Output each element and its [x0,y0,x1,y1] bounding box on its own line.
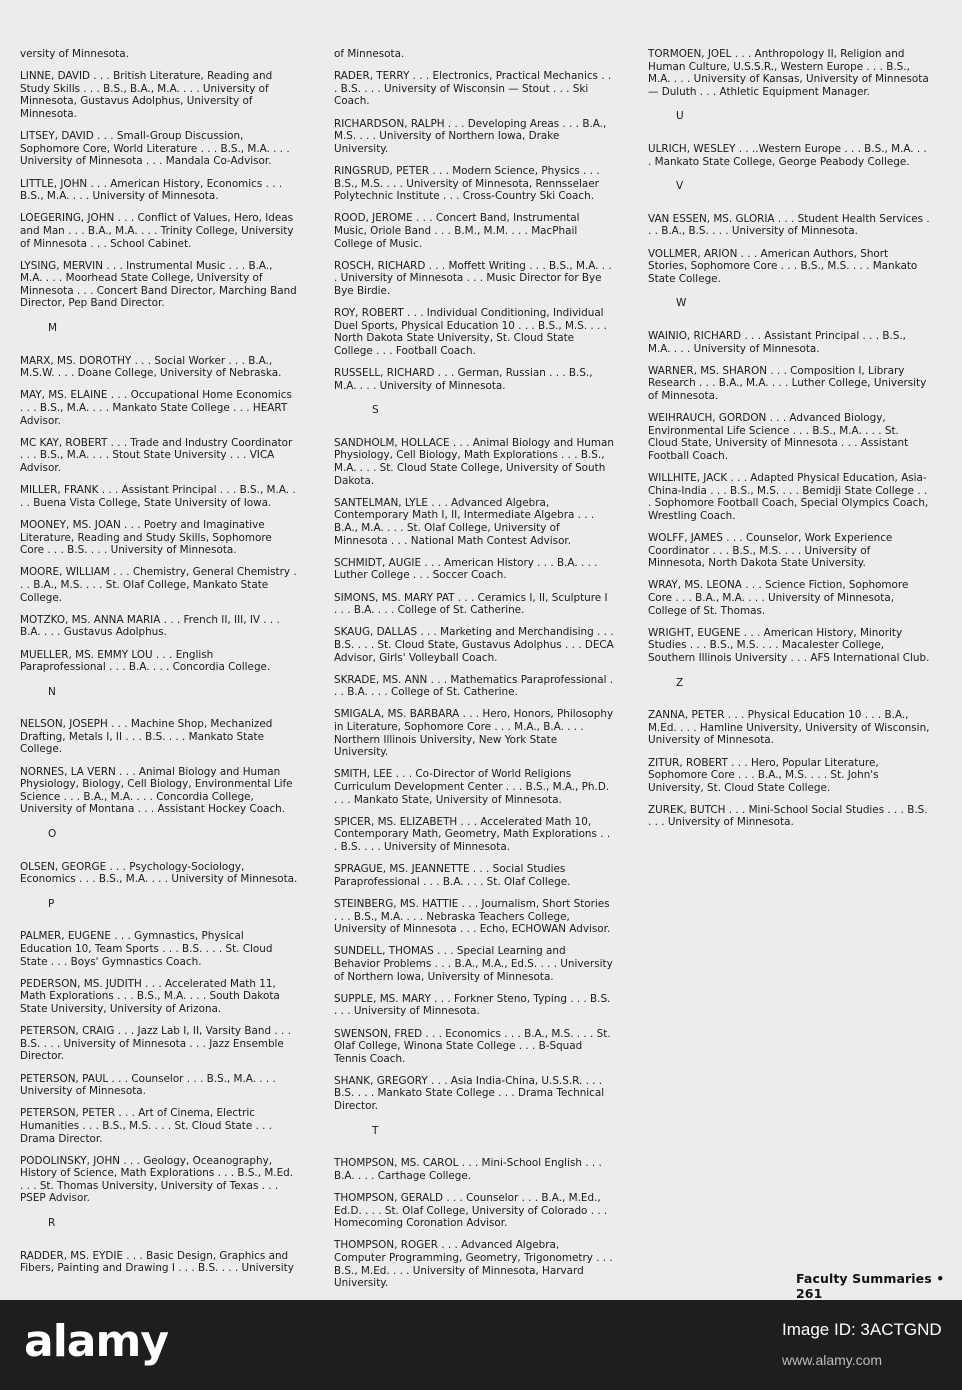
faculty-entry: RADDER, MS. EYDIE . . . Basic Design, Graphics and Fibers, Painting and Drawing I . . . B.S. . . . University [20,1249,294,1275]
faculty-entry: PETERSON, CRAIG . . . Jazz Lab I, II, Varsity Band . . . B.S. . . . University of Minnesota . . . Jazz Ensemble Director. [20,1025,291,1063]
image-id-label: Image ID: 3ACTGND [782,1320,942,1339]
faculty-entry: LOEGERING, JOHN . . . Conflict of Values, Hero, Ideas and Man . . . B.A., M.A. . . . Trinity College, University of Minnesota . . . School Cabinet. [20,212,294,250]
faculty-entry: LITTLE, JOHN . . . American History, Economics . . . B.S., M.A. . . . University of Minnesota. [20,177,283,203]
faculty-entry: SPRAGUE, MS. JEANNETTE . . . Social Studies Paraprofessional . . . B.A. . . . St. Olaf College. [334,863,571,888]
faculty-entry: SHANK, GREGORY . . . Asia India-China, U.S.S.R. . . . B.S. . . . Mankato State College . . . Drama Technical Director. [334,1074,605,1113]
faculty-entry: WEIHRAUCH, GORDON . . . Advanced Biology, Environmental Life Science . . . B.S., M.A. . . . St. Cloud State, University of Minnesota . . . Assistant Football Coach. [648,412,909,462]
faculty-entry: PALMER, EUGENE . . . Gymnastics, Physical Education 10, Team Sports . . . B.S. . . . St. Cloud State . . . Boys' Gymnastics Coach. [20,930,273,968]
section-letter: Z [676,676,684,689]
faculty-entry: MOTZKO, MS. ANNA MARIA . . . French II, III, IV . . . B.A. . . . Gustavus Adolphus. [20,613,280,639]
faculty-entry: WARNER, MS. SHARON . . . Composition I, Library Research . . . B.A., M.A. . . . Luther College, University of Minnesota. [648,364,927,402]
faculty-entry: LINNE, DAVID . . . British Literature, Reading and Study Skills . . . B.S., B.A., M.A. . . . University of Minnesota, Gustavus Adolphus, University of Minnesota. [20,70,273,120]
faculty-entry: MARX, MS. DOROTHY . . . Social Worker . . . B.A., M.S.W. . . . Doane College, University of Nebraska. [20,354,282,380]
faculty-entry: SANTELMAN, LYLE . . . Advanced Algebra, Contemporary Math I, II, Intermediate Algebra . . . B.A., M.A. . . . St. Olaf College, University of Minnesota . . . National Math Contest Advisor. [334,496,595,547]
column-3 [648,48,930,839]
faculty-entry: TORMOEN, JOEL . . . Anthropology II, Religion and Human Culture, U.S.S.R., Western Europe . . . B.S., M.A. . . . University of Kansas, University of Minnesota — Duluth . . . Athletic Equipment Manager. [648,48,929,98]
stock-watermark-bar [0,1300,962,1390]
faculty-entry: MILLER, FRANK . . . Assistant Principal . . . B.S., M.A. . . . Buena Vista College, State University of Iowa. [20,484,296,509]
section-letter: S [372,404,379,417]
faculty-entry: RINGSRUD, PETER . . . Modern Science, Physics . . . B.S., M.S. . . . University of Minnesota, Rennsselaer Polytechnic Institute . . . Cross-Country Ski Coach. [334,164,600,203]
faculty-entry: ROOD, JEROME . . . Concert Band, Instrumental Music, Oriole Band . . . B.M., M.M. . . . MacPhail College of Music. [334,212,580,250]
faculty-entry: ZITUR, ROBERT . . . Hero, Popular Literature, Sophomore Core . . . B.A., M.S. . . . St. John's University, St. Cloud State College. [648,756,879,794]
faculty-entry: THOMPSON, GERALD . . . Counselor . . . B.A., M.Ed., Ed.D. . . . St. Olaf College, University of Colorado . . . Homecoming Coronation Advisor. [334,1192,608,1230]
faculty-entry: SANDHOLM, HOLLACE . . . Animal Biology and Human Physiology, Cell Biology, Math Explorations . . . B.S., M.A. . . . St. Cloud State College, University of South Dakota. [334,436,614,487]
faculty-entry: VAN ESSEN, MS. GLORIA . . . Student Health Services . . . B.A., B.S. . . . University of Minnesota. [648,212,930,238]
faculty-entry: PODOLINSKY, JOHN . . . Geology, Oceanography, History of Science, Math Explorations . . . B.S., M.Ed. . . . St. Thomas University, University of Texas . . . PSEP Advisor. [20,1154,294,1205]
section-letter: U [676,110,684,123]
faculty-entry: THOMPSON, MS. CAROL . . . Mini-School English . . . B.A. . . . Carthage College. [334,1157,602,1182]
faculty-entry: SUPPLE, MS. MARY . . . Forkner Steno, Typing . . . B.S. . . . University of Minnesota. [334,992,611,1018]
faculty-entry: of Minnesota. [334,48,405,60]
faculty-entry: STEINBERG, MS. HATTIE . . . Journalism, Short Stories . . . B.S., M.A. . . . Nebraska Teachers College, University of Minnesota . . . Echo, ECHOWAN Advisor. [334,897,611,936]
faculty-entry: MUELLER, MS. EMMY LOU . . . English Paraprofessional . . . B.A. . . . Concordia College. [20,648,271,674]
faculty-entry: ROY, ROBERT . . . Individual Conditioning, Individual Duel Sports, Physical Education 10 . . . B.S., M.S. . . . North Dakota State University, St. Cloud State College . . . Football Coach. [334,307,607,357]
faculty-entry: WOLFF, JAMES . . . Counselor, Work Experience Coordinator . . . B.S., M.S. . . . University of Minnesota, North Dakota State University. [648,532,893,570]
faculty-entry: RADER, TERRY . . . Electronics, Practical Mechanics . . . B.S. . . . University of Wisconsin — Stout . . . Ski Coach. [334,70,612,108]
faculty-entry: WAINIO, RICHARD . . . Assistant Principal . . . B.S., M.A. . . . University of Minnesota. [648,329,906,355]
faculty-entry: ULRICH, WESLEY . . ..Western Europe . . . B.S., M.A. . . . Mankato State College, George Peabody College. [648,142,927,168]
faculty-entry: NORNES, LA VERN . . . Animal Biology and Human Physiology, Biology, Cell Biology, Environmental Life Science . . . B.A., M.A. . . . Concordia College, University of Montana . . . Assistant Hockey Coach. [20,765,293,816]
section-letter: P [48,897,55,910]
faculty-entry: MOONEY, MS. JOAN . . . Poetry and Imaginative Literature, Reading and Study Skills, Sophomore Core . . . B.S. . . . University of Minnesota. [20,518,272,557]
faculty-entry: SMIGALA, MS. BARBARA . . . Hero, Honors, Philosophy in Literature, Sophomore Core . . . M.A., B.A. . . . Northern Illinois University, New York State University. [334,708,614,759]
faculty-entry: PEDERSON, MS. JUDITH . . . Accelerated Math 11, Math Explorations . . . B.S., M.A. . . . South Dakota State University, University of Arizona. [20,977,280,1015]
faculty-entry: RICHARDSON, RALPH . . . Developing Areas . . . B.A., M.S. . . . University of Northern Iowa, Drake University. [334,117,607,155]
faculty-entry: SWENSON, FRED . . . Economics . . . B.A., M.S. . . . St. Olaf College, Winona State College . . . B-Squad Tennis Coach. [334,1027,611,1065]
faculty-entry: MAY, MS. ELAINE . . . Occupational Home Economics . . . B.S., M.A. . . . Mankato State College . . . HEART Advisor. [20,389,292,427]
faculty-entry: SMITH, LEE . . . Co-Director of World Religions Curriculum Development Center . . . B.S., M.A., Ph.D. . . . Mankato State, University of Minnesota. [334,768,610,806]
section-letter: N [48,685,56,698]
faculty-entry: VOLLMER, ARION . . . American Authors, Short Stories, Sophomore Core . . . B.S., M.S. . . . Mankato State College. [648,247,918,285]
faculty-entry: PETERSON, PETER . . . Art of Cinema, Electric Humanities . . . B.S., M.S. . . . St. Cloud State . . . Drama Director. [20,1107,273,1145]
section-letter: R [48,1217,56,1230]
faculty-entry: SKRADE, MS. ANN . . . Mathematics Paraprofessional . . . B.A. . . . College of St. Catherine. [334,673,614,699]
faculty-entry: THOMPSON, ROGER . . . Advanced Algebra, Computer Programming, Geometry, Trigonometry . . . B.S., M.Ed. . . . University of Minnesota, Harvard University. [334,1239,613,1290]
faculty-entry: OLSEN, GEORGE . . . Psychology-Sociology, Economics . . . B.S., M.A. . . . University of Minnesota. [20,860,298,886]
faculty-entry: ZUREK, BUTCH . . . Mini-School Social Studies . . . B.S. . . . University of Minnesota. [648,803,928,829]
faculty-entry: SUNDELL, THOMAS . . . Special Learning and Behavior Problems . . . B.A., M.A., Ed.S. . . . University of Northern Iowa, University of Minnesota. [334,945,613,983]
section-letter: M [48,322,58,335]
page-footer: Faculty Summaries • 261 [796,1271,945,1300]
faculty-entry: ZANNA, PETER . . . Physical Education 10 . . . B.A., M.Ed. . . . Hamline University, University of Wisconsin, University of Minnesota. [648,709,930,747]
faculty-entry: NELSON, JOSEPH . . . Machine Shop, Mechanized Drafting, Metals I, II . . . B.S. . . . Mankato State College. [20,718,273,756]
faculty-entry: MOORE, WILLIAM . . . Chemistry, General Chemistry . . . B.A., M.S. . . . St. Olaf College, Mankato State College. [20,566,297,604]
faculty-entry: SCHMIDT, AUGIE . . . American History . . . B.A. . . . Luther College . . . Soccer Coach. [334,556,598,582]
faculty-entry: SPICER, MS. ELIZABETH . . . Accelerated Math 10, Contemporary Math, Geometry, Math Explorations . . . B.S. . . . University of Minnesota. [334,815,611,853]
faculty-entry: WRAY, MS. LEONA . . . Science Fiction, Sophomore Core . . . B.A., M.A. . . . University of Minnesota, College of St. Thomas. [648,579,909,617]
column-1 [20,48,298,1284]
faculty-entry: WILLHITE, JACK . . . Adapted Physical Education, Asia-China-India . . . B.S., M.S. . . . Bemidji State College . . . Sophomore Football Coach, Special Olympics Coach, Wrestling Coach. [648,472,929,522]
faculty-entry: SKAUG, DALLAS . . . Marketing and Merchandising . . . B.S. . . . St. Cloud State, Gustavus Adolphus . . . DECA Advisor, Girls' Volleyball Coach. [334,626,614,664]
alamy-logo: alamy [24,1316,168,1367]
column-2 [334,48,614,1299]
section-letter: V [676,180,684,193]
faculty-entry: LITSEY, DAVID . . . Small-Group Discussion, Sophomore Core, World Literature . . . B.S., M.A. . . . University of Minnesota . . . Mandala Co-Advisor. [20,130,290,168]
faculty-entry: PETERSON, PAUL . . . Counselor . . . B.S., M.A. . . . University of Minnesota. [20,1072,276,1098]
section-letter: W [676,297,687,310]
section-letter: O [48,828,57,841]
faculty-entry: RUSSELL, RICHARD . . . German, Russian . . . B.S., M.A. . . . University of Minnesota. [334,367,593,392]
faculty-entry: SIMONS, MS. MARY PAT . . . Ceramics I, II, Sculpture I . . . B.A. . . . College of St. Catherine. [334,591,608,617]
faculty-entry: ROSCH, RICHARD . . . Moffett Writing . . . B.S., M.A. . . . University of Minnesota . . . Music Director for Bye Bye Birdie. [334,259,612,297]
faculty-entry: WRIGHT, EUGENE . . . American History, Minority Studies . . . B.S., M.S. . . . Macalester College, Southern Illinois University . . . AFS International Club. [648,626,930,664]
section-letter: T [372,1124,379,1137]
faculty-entry: MC KAY, ROBERT . . . Trade and Industry Coordinator . . . B.S., M.A. . . . Stout State University . . . VICA Advisor. [20,436,293,474]
faculty-entry: LYSING, MERVIN . . . Instrumental Music . . . B.A., M.A. . . . Moorhead State College, University of Minnesota . . . Concert Band Director, Marching Band Director, Pep Band Director. [20,259,297,310]
faculty-entry: versity of Minnesota. [20,48,129,60]
watermark-url: www.alamy.com [782,1352,883,1368]
